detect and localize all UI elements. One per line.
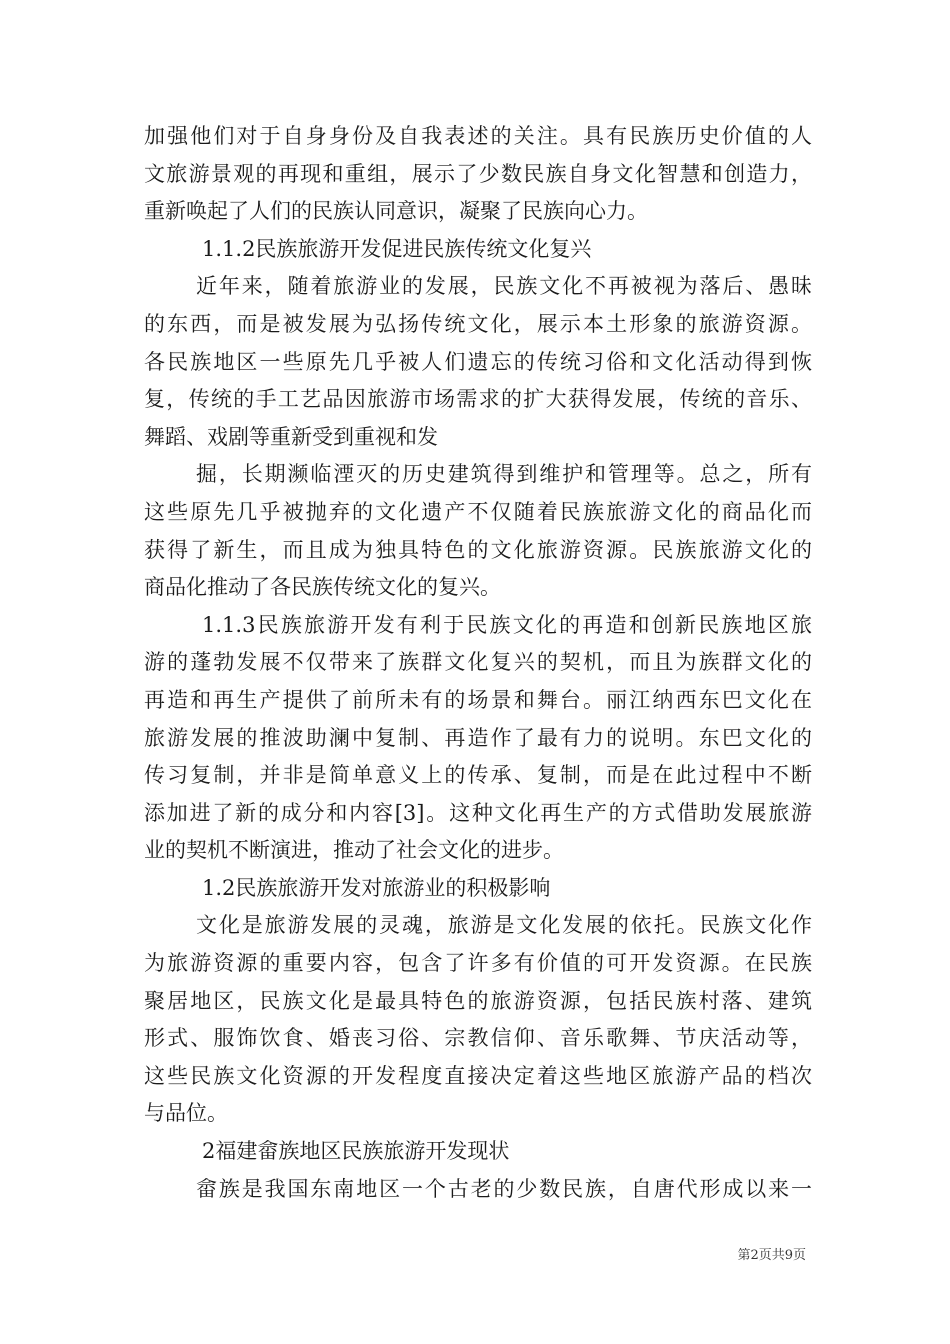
page-number-footer: 第2页共9页 bbox=[737, 1248, 806, 1263]
text-line: 重新唤起了人们的民族认同意识，凝聚了民族向心力。 bbox=[144, 199, 648, 224]
text-line: 文化是旅游发展的灵魂，旅游是文化发展的依托。民族文化作 bbox=[196, 913, 812, 938]
text-line: 复，传统的手工艺品因旅游市场需求的扩大获得发展，传统的音乐、 bbox=[144, 387, 812, 412]
text-line: 这些民族文化资源的开发程度直接决定着这些地区旅游产品的档次 bbox=[144, 1063, 812, 1088]
document-body bbox=[144, 118, 812, 1208]
text-line: 舞蹈、戏剧等重新受到重视和发 bbox=[144, 424, 438, 449]
text-line: 再造和再生产提供了前所未有的场景和舞台。丽江纳西东巴文化在 bbox=[144, 687, 812, 712]
text-line: 旅游发展的推波助澜中复制、再造作了最有力的说明。东巴文化的 bbox=[144, 725, 812, 750]
text-line: 1.1.2民族旅游开发促进民族传统文化复兴 bbox=[202, 236, 592, 261]
text-line: 近年来，随着旅游业的发展，民族文化不再被视为落后、愚昧 bbox=[196, 274, 812, 299]
text-line: 文旅游景观的再现和重组，展示了少数民族自身文化智慧和创造力， bbox=[144, 161, 812, 186]
text-line: 业的契机不断演进，推动了社会文化的进步。 bbox=[144, 838, 564, 863]
text-line: 聚居地区，民族文化是最具特色的旅游资源，包括民族村落、建筑 bbox=[144, 988, 812, 1013]
text-line: 传习复制，并非是简单意义上的传承、复制，而是在此过程中不断 bbox=[144, 763, 812, 788]
text-line: 添加进了新的成分和内容[3]。这种文化再生产的方式借助发展旅游 bbox=[144, 800, 812, 825]
text-line: 各民族地区一些原先几乎被人们遗忘的传统习俗和文化活动得到恢 bbox=[144, 349, 812, 374]
text-line: 为旅游资源的重要内容，包含了许多有价值的可开发资源。在民族 bbox=[144, 951, 812, 976]
text-line: 与品位。 bbox=[144, 1101, 228, 1126]
text-line: 这些原先几乎被抛弃的文化遗产不仅随着民族旅游文化的商品化而 bbox=[144, 499, 812, 524]
text-line: 商品化推动了各民族传统文化的复兴。 bbox=[144, 575, 501, 600]
text-line: 畲族是我国东南地区一个古老的少数民族，自唐代形成以来一 bbox=[196, 1176, 812, 1201]
text-line: 游的蓬勃发展不仅带来了族群文化复兴的契机，而且为族群文化的 bbox=[144, 650, 812, 675]
text-line: 1.1.3民族旅游开发有利于民族文化的再造和创新民族地区旅 bbox=[202, 612, 812, 637]
text-line: 加强他们对于自身身份及自我表述的关注。具有民族历史价值的人 bbox=[144, 124, 812, 148]
text-line: 掘，长期濒临湮灭的历史建筑得到维护和管理等。总之，所有 bbox=[196, 462, 812, 487]
text-line: 获得了新生，而且成为独具特色的文化旅游资源。民族旅游文化的 bbox=[144, 537, 812, 562]
text-line: 形式、服饰饮食、婚丧习俗、宗教信仰、音乐歌舞、节庆活动等， bbox=[144, 1026, 812, 1051]
text-line: 的东西，而是被发展为弘扬传统文化，展示本土形象的旅游资源。 bbox=[144, 311, 812, 336]
text-line: 1.2民族旅游开发对旅游业的积极影响 bbox=[202, 875, 551, 900]
text-line: 2福建畲族地区民族旅游开发现状 bbox=[202, 1139, 510, 1164]
